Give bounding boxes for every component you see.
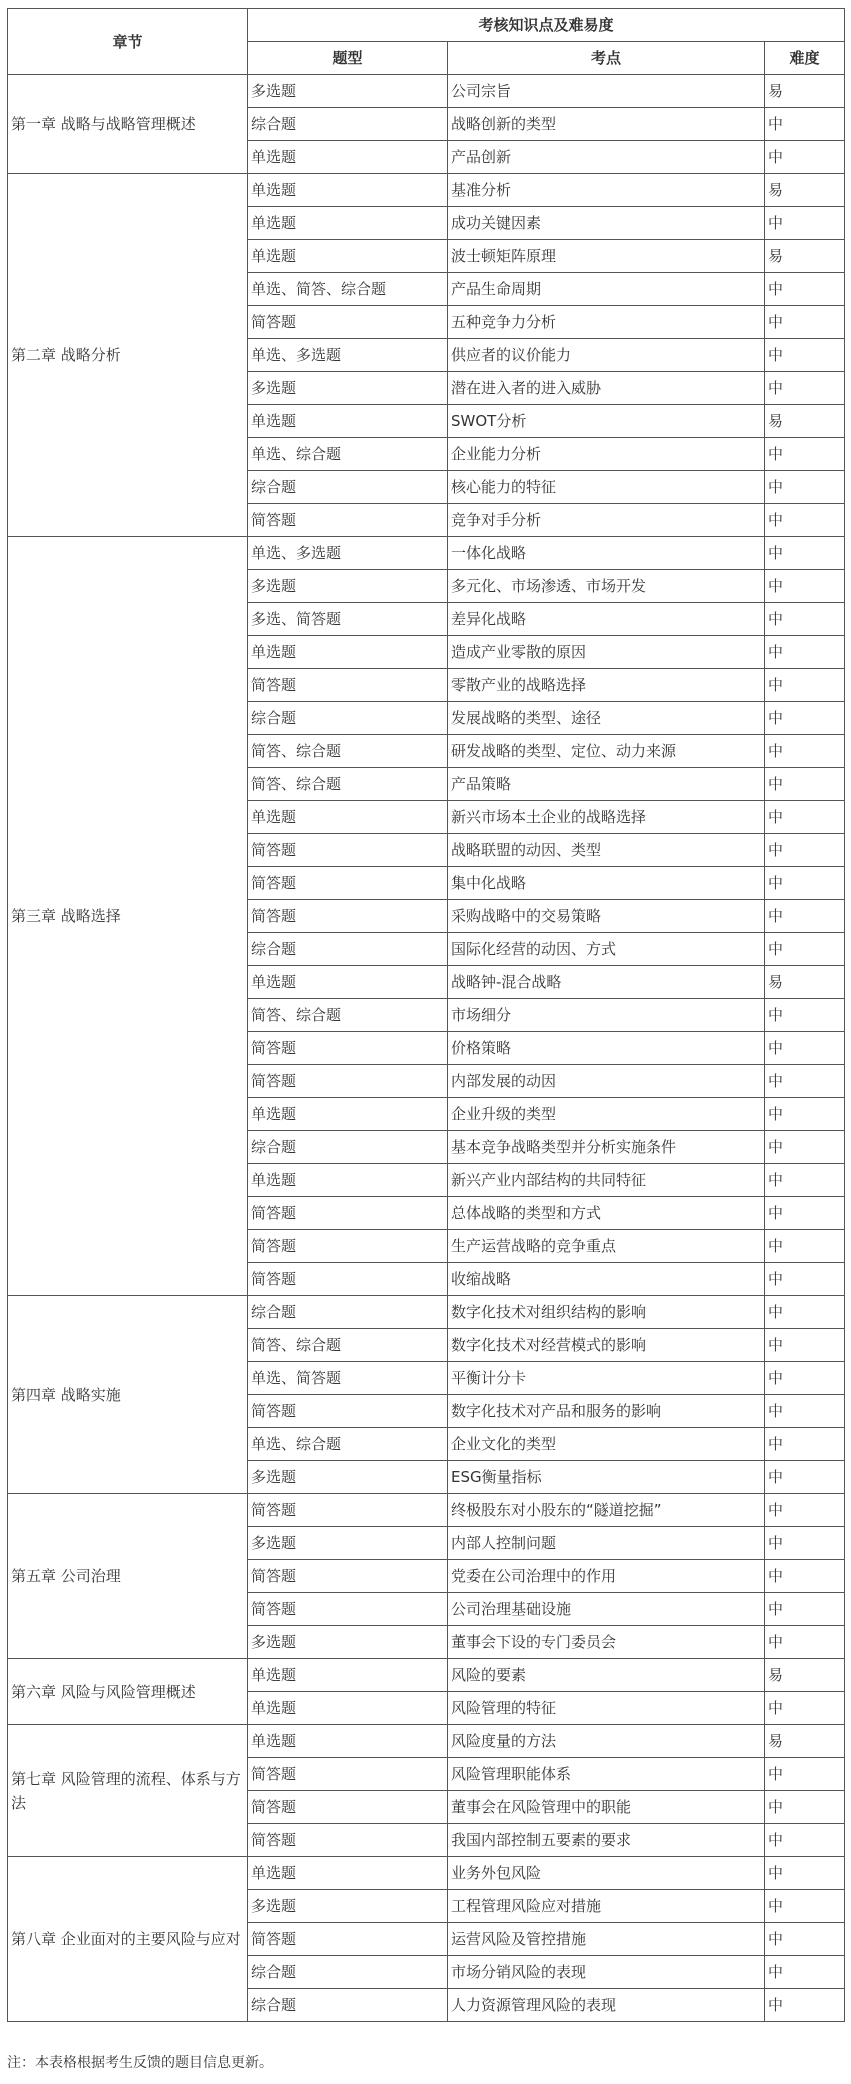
header-type: 题型 <box>248 42 448 75</box>
difficulty-cell: 中 <box>765 372 845 405</box>
difficulty-cell: 中 <box>765 504 845 537</box>
type-cell: 简答题 <box>248 1560 448 1593</box>
difficulty-cell: 中 <box>765 1956 845 1989</box>
point-cell: 造成产业零散的原因 <box>448 636 765 669</box>
type-cell: 单选题 <box>248 801 448 834</box>
difficulty-cell: 易 <box>765 966 845 999</box>
point-cell: 波士顿矩阵原理 <box>448 240 765 273</box>
difficulty-cell: 中 <box>765 141 845 174</box>
header-group: 考核知识点及难易度 <box>248 9 845 42</box>
point-cell: 集中化战略 <box>448 867 765 900</box>
table-row <box>8 174 845 207</box>
difficulty-cell: 中 <box>765 1923 845 1956</box>
type-cell: 单选、简答、综合题 <box>248 273 448 306</box>
type-cell: 综合题 <box>248 108 448 141</box>
type-cell: 单选题 <box>248 1659 448 1692</box>
point-cell: 内部发展的动因 <box>448 1065 765 1098</box>
point-cell: 终极股东对小股东的“隧道挖掘” <box>448 1494 765 1527</box>
difficulty-cell: 中 <box>765 669 845 702</box>
difficulty-cell: 中 <box>765 537 845 570</box>
point-cell: SWOT分析 <box>448 405 765 438</box>
header-row-1 <box>8 9 845 42</box>
difficulty-cell: 中 <box>765 438 845 471</box>
point-cell: 产品策略 <box>448 768 765 801</box>
point-cell: 产品生命周期 <box>448 273 765 306</box>
difficulty-cell: 中 <box>765 1494 845 1527</box>
difficulty-cell: 中 <box>765 570 845 603</box>
type-cell: 简答题 <box>248 1824 448 1857</box>
point-cell: 党委在公司治理中的作用 <box>448 1560 765 1593</box>
difficulty-cell: 中 <box>765 1197 845 1230</box>
table-row <box>8 1494 845 1527</box>
type-cell: 单选题 <box>248 1098 448 1131</box>
point-cell: 数字化技术对产品和服务的影响 <box>448 1395 765 1428</box>
difficulty-cell: 中 <box>765 1362 845 1395</box>
type-cell: 简答题 <box>248 1758 448 1791</box>
type-cell: 多选、简答题 <box>248 603 448 636</box>
type-cell: 简答题 <box>248 1263 448 1296</box>
point-cell: 风险管理的特征 <box>448 1692 765 1725</box>
header-chapter: 章节 <box>8 9 248 75</box>
type-cell: 简答、综合题 <box>248 999 448 1032</box>
table-row <box>8 1659 845 1692</box>
point-cell: 董事会在风险管理中的职能 <box>448 1791 765 1824</box>
difficulty-cell: 中 <box>765 1395 845 1428</box>
point-cell: 战略钟-混合战略 <box>448 966 765 999</box>
difficulty-cell: 中 <box>765 1230 845 1263</box>
type-cell: 单选题 <box>248 1857 448 1890</box>
type-cell: 综合题 <box>248 933 448 966</box>
point-cell: 企业能力分析 <box>448 438 765 471</box>
difficulty-cell: 易 <box>765 240 845 273</box>
type-cell: 简答题 <box>248 669 448 702</box>
type-cell: 单选、多选题 <box>248 537 448 570</box>
point-cell: 研发战略的类型、定位、动力来源 <box>448 735 765 768</box>
difficulty-cell: 中 <box>765 339 845 372</box>
difficulty-cell: 中 <box>765 1857 845 1890</box>
difficulty-cell: 中 <box>765 1989 845 2022</box>
difficulty-cell: 中 <box>765 471 845 504</box>
table-note: 注：本表格根据考生反馈的题目信息更新。 <box>7 2055 273 2071</box>
difficulty-cell: 中 <box>765 1560 845 1593</box>
point-cell: 内部人控制问题 <box>448 1527 765 1560</box>
difficulty-cell: 中 <box>765 834 845 867</box>
difficulty-cell: 易 <box>765 405 845 438</box>
difficulty-cell: 中 <box>765 1791 845 1824</box>
table-row <box>8 1296 845 1329</box>
point-cell: 潜在进入者的进入威胁 <box>448 372 765 405</box>
point-cell: 多元化、市场渗透、市场开发 <box>448 570 765 603</box>
point-cell: 运营风险及管控措施 <box>448 1923 765 1956</box>
type-cell: 简答题 <box>248 1065 448 1098</box>
type-cell: 综合题 <box>248 1296 448 1329</box>
table-body <box>8 75 845 2022</box>
type-cell: 简答题 <box>248 1791 448 1824</box>
difficulty-cell: 易 <box>765 1659 845 1692</box>
difficulty-cell: 中 <box>765 1626 845 1659</box>
point-cell: 国际化经营的动因、方式 <box>448 933 765 966</box>
type-cell: 多选题 <box>248 75 448 108</box>
type-cell: 简答题 <box>248 306 448 339</box>
difficulty-cell: 中 <box>765 999 845 1032</box>
table-row <box>8 1857 845 1890</box>
point-cell: 董事会下设的专门委员会 <box>448 1626 765 1659</box>
point-cell: 风险度量的方法 <box>448 1725 765 1758</box>
difficulty-cell: 中 <box>765 1164 845 1197</box>
type-cell: 多选题 <box>248 1461 448 1494</box>
type-cell: 单选题 <box>248 240 448 273</box>
type-cell: 综合题 <box>248 1989 448 2022</box>
type-cell: 简答题 <box>248 1923 448 1956</box>
type-cell: 多选题 <box>248 1527 448 1560</box>
type-cell: 简答题 <box>248 867 448 900</box>
difficulty-cell: 中 <box>765 1461 845 1494</box>
difficulty-cell: 中 <box>765 1032 845 1065</box>
point-cell: 五种竞争力分析 <box>448 306 765 339</box>
table-row <box>8 75 845 108</box>
difficulty-cell: 易 <box>765 174 845 207</box>
difficulty-cell: 中 <box>765 603 845 636</box>
point-cell: 数字化技术对组织结构的影响 <box>448 1296 765 1329</box>
type-cell: 综合题 <box>248 1956 448 1989</box>
type-cell: 简答题 <box>248 1494 448 1527</box>
point-cell: 新兴产业内部结构的共同特征 <box>448 1164 765 1197</box>
type-cell: 综合题 <box>248 471 448 504</box>
type-cell: 综合题 <box>248 702 448 735</box>
point-cell: 业务外包风险 <box>448 1857 765 1890</box>
type-cell: 单选、简答题 <box>248 1362 448 1395</box>
difficulty-cell: 中 <box>765 1098 845 1131</box>
point-cell: 企业文化的类型 <box>448 1428 765 1461</box>
type-cell: 单选题 <box>248 1725 448 1758</box>
point-cell: 价格策略 <box>448 1032 765 1065</box>
point-cell: 战略创新的类型 <box>448 108 765 141</box>
point-cell: 新兴市场本土企业的战略选择 <box>448 801 765 834</box>
difficulty-cell: 中 <box>765 900 845 933</box>
point-cell: 发展战略的类型、途径 <box>448 702 765 735</box>
point-cell: 风险的要素 <box>448 1659 765 1692</box>
point-cell: 平衡计分卡 <box>448 1362 765 1395</box>
type-cell: 单选题 <box>248 141 448 174</box>
type-cell: 简答题 <box>248 1593 448 1626</box>
difficulty-cell: 中 <box>765 273 845 306</box>
type-cell: 简答、综合题 <box>248 1329 448 1362</box>
type-cell: 简答题 <box>248 1395 448 1428</box>
chapter-cell: 第五章 公司治理 <box>8 1494 248 1659</box>
type-cell: 综合题 <box>248 1131 448 1164</box>
point-cell: 成功关键因素 <box>448 207 765 240</box>
type-cell: 简答题 <box>248 1197 448 1230</box>
exam-table-wrapper <box>7 8 844 2022</box>
difficulty-cell: 中 <box>765 933 845 966</box>
type-cell: 单选、综合题 <box>248 438 448 471</box>
type-cell: 单选题 <box>248 207 448 240</box>
type-cell: 简答、综合题 <box>248 768 448 801</box>
type-cell: 单选题 <box>248 1164 448 1197</box>
header-point: 考点 <box>448 42 765 75</box>
point-cell: 核心能力的特征 <box>448 471 765 504</box>
difficulty-cell: 中 <box>765 207 845 240</box>
point-cell: 数字化技术对经营模式的影响 <box>448 1329 765 1362</box>
difficulty-cell: 中 <box>765 1296 845 1329</box>
point-cell: 基准分析 <box>448 174 765 207</box>
table-row <box>8 537 845 570</box>
point-cell: 产品创新 <box>448 141 765 174</box>
difficulty-cell: 中 <box>765 768 845 801</box>
difficulty-cell: 易 <box>765 1725 845 1758</box>
chapter-cell: 第八章 企业面对的主要风险与应对 <box>8 1857 248 2022</box>
point-cell: 我国内部控制五要素的要求 <box>448 1824 765 1857</box>
point-cell: 竞争对手分析 <box>448 504 765 537</box>
type-cell: 简答、综合题 <box>248 735 448 768</box>
point-cell: 总体战略的类型和方式 <box>448 1197 765 1230</box>
difficulty-cell: 中 <box>765 306 845 339</box>
difficulty-cell: 中 <box>765 1329 845 1362</box>
difficulty-cell: 中 <box>765 801 845 834</box>
point-cell: ESG衡量指标 <box>448 1461 765 1494</box>
chapter-cell: 第六章 风险与风险管理概述 <box>8 1659 248 1725</box>
point-cell: 企业升级的类型 <box>448 1098 765 1131</box>
point-cell: 公司宗旨 <box>448 75 765 108</box>
chapter-cell: 第四章 战略实施 <box>8 1296 248 1494</box>
type-cell: 简答题 <box>248 1032 448 1065</box>
point-cell: 差异化战略 <box>448 603 765 636</box>
type-cell: 单选题 <box>248 636 448 669</box>
point-cell: 公司治理基础设施 <box>448 1593 765 1626</box>
type-cell: 多选题 <box>248 570 448 603</box>
point-cell: 人力资源管理风险的表现 <box>448 1989 765 2022</box>
point-cell: 供应者的议价能力 <box>448 339 765 372</box>
type-cell: 多选题 <box>248 1626 448 1659</box>
difficulty-cell: 易 <box>765 75 845 108</box>
difficulty-cell: 中 <box>765 867 845 900</box>
point-cell: 一体化战略 <box>448 537 765 570</box>
point-cell: 生产运营战略的竞争重点 <box>448 1230 765 1263</box>
point-cell: 零散产业的战略选择 <box>448 669 765 702</box>
chapter-cell: 第一章 战略与战略管理概述 <box>8 75 248 174</box>
point-cell: 市场细分 <box>448 999 765 1032</box>
difficulty-cell: 中 <box>765 1527 845 1560</box>
type-cell: 单选、多选题 <box>248 339 448 372</box>
difficulty-cell: 中 <box>765 1428 845 1461</box>
point-cell: 风险管理职能体系 <box>448 1758 765 1791</box>
chapter-cell: 第二章 战略分析 <box>8 174 248 537</box>
exam-knowledge-table <box>7 8 845 2022</box>
difficulty-cell: 中 <box>765 1263 845 1296</box>
type-cell: 多选题 <box>248 372 448 405</box>
chapter-cell: 第七章 风险管理的流程、体系与方法 <box>8 1725 248 1857</box>
type-cell: 简答题 <box>248 900 448 933</box>
difficulty-cell: 中 <box>765 1131 845 1164</box>
difficulty-cell: 中 <box>765 636 845 669</box>
difficulty-cell: 中 <box>765 1593 845 1626</box>
difficulty-cell: 中 <box>765 1824 845 1857</box>
point-cell: 工程管理风险应对措施 <box>448 1890 765 1923</box>
point-cell: 战略联盟的动因、类型 <box>448 834 765 867</box>
type-cell: 单选题 <box>248 174 448 207</box>
difficulty-cell: 中 <box>765 702 845 735</box>
difficulty-cell: 中 <box>765 108 845 141</box>
point-cell: 基本竞争战略类型并分析实施条件 <box>448 1131 765 1164</box>
difficulty-cell: 中 <box>765 1065 845 1098</box>
type-cell: 单选题 <box>248 1692 448 1725</box>
header-difficulty: 难度 <box>765 42 845 75</box>
difficulty-cell: 中 <box>765 735 845 768</box>
difficulty-cell: 中 <box>765 1890 845 1923</box>
type-cell: 单选、综合题 <box>248 1428 448 1461</box>
type-cell: 简答题 <box>248 504 448 537</box>
table-row <box>8 1725 845 1758</box>
chapter-cell: 第三章 战略选择 <box>8 537 248 1296</box>
point-cell: 市场分销风险的表现 <box>448 1956 765 1989</box>
type-cell: 单选题 <box>248 966 448 999</box>
type-cell: 单选题 <box>248 405 448 438</box>
difficulty-cell: 中 <box>765 1758 845 1791</box>
point-cell: 收缩战略 <box>448 1263 765 1296</box>
difficulty-cell: 中 <box>765 1692 845 1725</box>
type-cell: 简答题 <box>248 1230 448 1263</box>
type-cell: 简答题 <box>248 834 448 867</box>
type-cell: 多选题 <box>248 1890 448 1923</box>
point-cell: 采购战略中的交易策略 <box>448 900 765 933</box>
